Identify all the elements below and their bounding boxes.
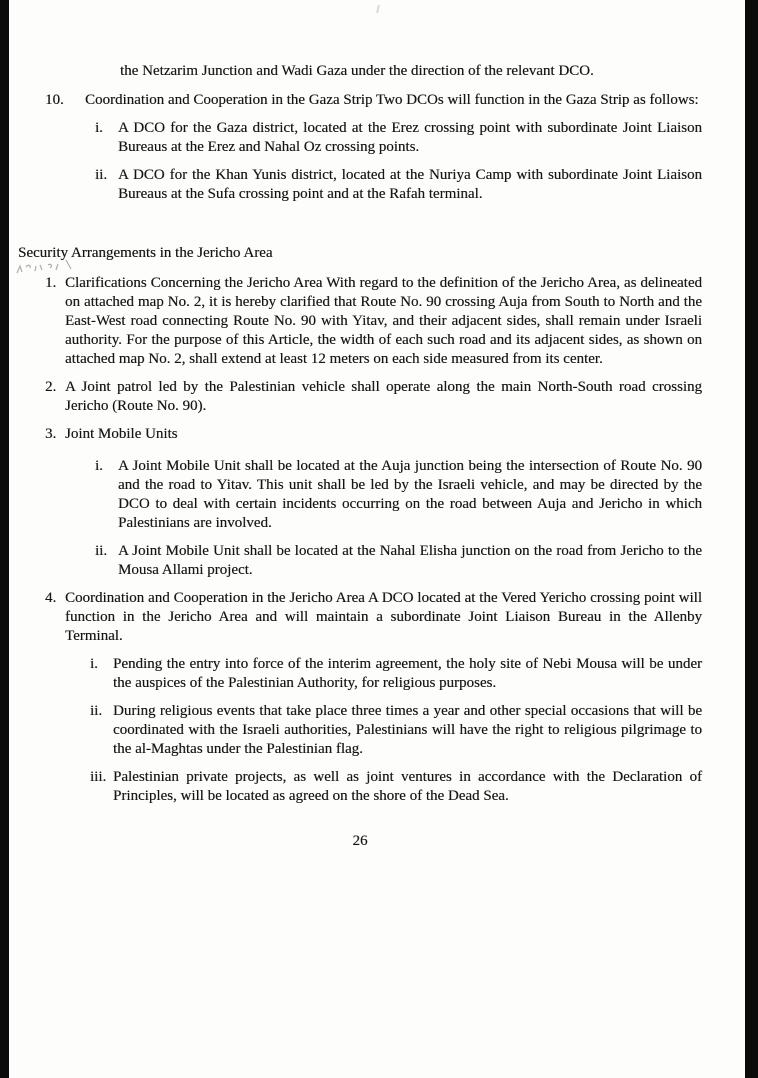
item-number: ii. (90, 703, 103, 719)
item-text: Coordination and Cooperation in the Jericho Area A DCO located at the Vered Yericho crossing point will function in the Jericho Area and will maintain a subordinate Joint Liaison Bureau in the Allenby Terminal. (65, 590, 702, 644)
item-number: iii. (90, 769, 107, 785)
item-text: Joint Mobile Units (65, 426, 178, 442)
list-item-10-i (95, 119, 702, 157)
list-item-1 (45, 274, 702, 369)
list-item-4-iii (90, 768, 702, 806)
list-item-3 (45, 425, 702, 444)
item-number: ii. (95, 543, 108, 559)
section-heading: Security Arrangements in the Jericho Area (18, 245, 273, 261)
item-number: i. (95, 458, 103, 474)
item-number: 2. (45, 379, 57, 395)
item-text: During religious events that take place three times a year and other special occasions that will be coordinated with the Israeli authorities, Palestinians will have the right to religious pilgrimage to the al-Maghtas under the Palestinian flag. (113, 703, 702, 757)
item-text: Clarifications Concerning the Jericho Area With regard to the definition of the Jericho Area, as delineated on attached map No. 2, it is hereby clarified that Route No. 90 crossing Auja from South to North and the East-West road connecting Route No. 90 with Yitav, and their adjacent sides, shall remain under Israeli authority. For the purpose of this Article, the width of each such road and its adjacent sides, as shown on attached map No. 2, shall extend at least 12 meters on each side measured from its center. (65, 275, 702, 367)
list-item-3-i (95, 457, 702, 533)
list-item-2 (45, 378, 702, 416)
list-item-4-ii (90, 702, 702, 759)
item-text: A Joint Mobile Unit shall be located at the Nahal Elisha junction on the road from Jericho to the Mousa Allami project. (118, 543, 702, 578)
item-number: 4. (45, 590, 57, 606)
item-text: A Joint Mobile Unit shall be located at the Auja junction being the intersection of Route No. 90 and the road to Yitav. This unit shall be led by the Israeli vehicle, and may be directed by the DCO to deal with certain incidents occurring on the road between Auja and Jericho in which Palestinians are involved. (118, 458, 702, 531)
paragraph-continuation: the Netzarim Junction and Wadi Gaza under the direction of the relevant DCO. (120, 63, 594, 79)
item-number: 1. (45, 275, 57, 291)
item-number: ii. (95, 167, 108, 183)
item-text: Coordination and Cooperation in the Gaza Strip Two DCOs will function in the Gaza Strip as follows: (85, 92, 699, 108)
item-text: A DCO for the Gaza district, located at the Erez crossing point with subordinate Joint Liaison Bureaus at the Erez and Nahal Oz crossing points. (118, 120, 702, 155)
item-text: Palestinian private projects, as well as joint ventures in accordance with the Declaration of Principles, will be located as agreed on the shore of the Dead Sea. (113, 769, 702, 804)
item-text: A Joint patrol led by the Palestinian vehicle shall operate along the main North-South road crossing Jericho (Route No. 90). (65, 379, 702, 414)
item-text: A DCO for the Khan Yunis district, located at the Nuriya Camp with subordinate Joint Liaison Bureaus at the Sufa crossing point and at the Rafah terminal. (118, 167, 702, 202)
item-number: i. (95, 120, 103, 136)
list-item-4-i (90, 655, 702, 693)
item-number: 3. (45, 426, 57, 442)
list-item-10 (45, 91, 702, 110)
item-text: Pending the entry into force of the interim agreement, the holy site of Nebi Mousa will be under the auspices of the Palestinian Authority, for religious purposes. (113, 656, 702, 691)
item-number: i. (90, 656, 98, 672)
list-item-10-ii (95, 166, 702, 204)
page-number: 26 (352, 833, 368, 849)
list-item-4 (45, 589, 702, 646)
item-number: 10. (45, 92, 64, 108)
list-item-3-ii (95, 542, 702, 580)
